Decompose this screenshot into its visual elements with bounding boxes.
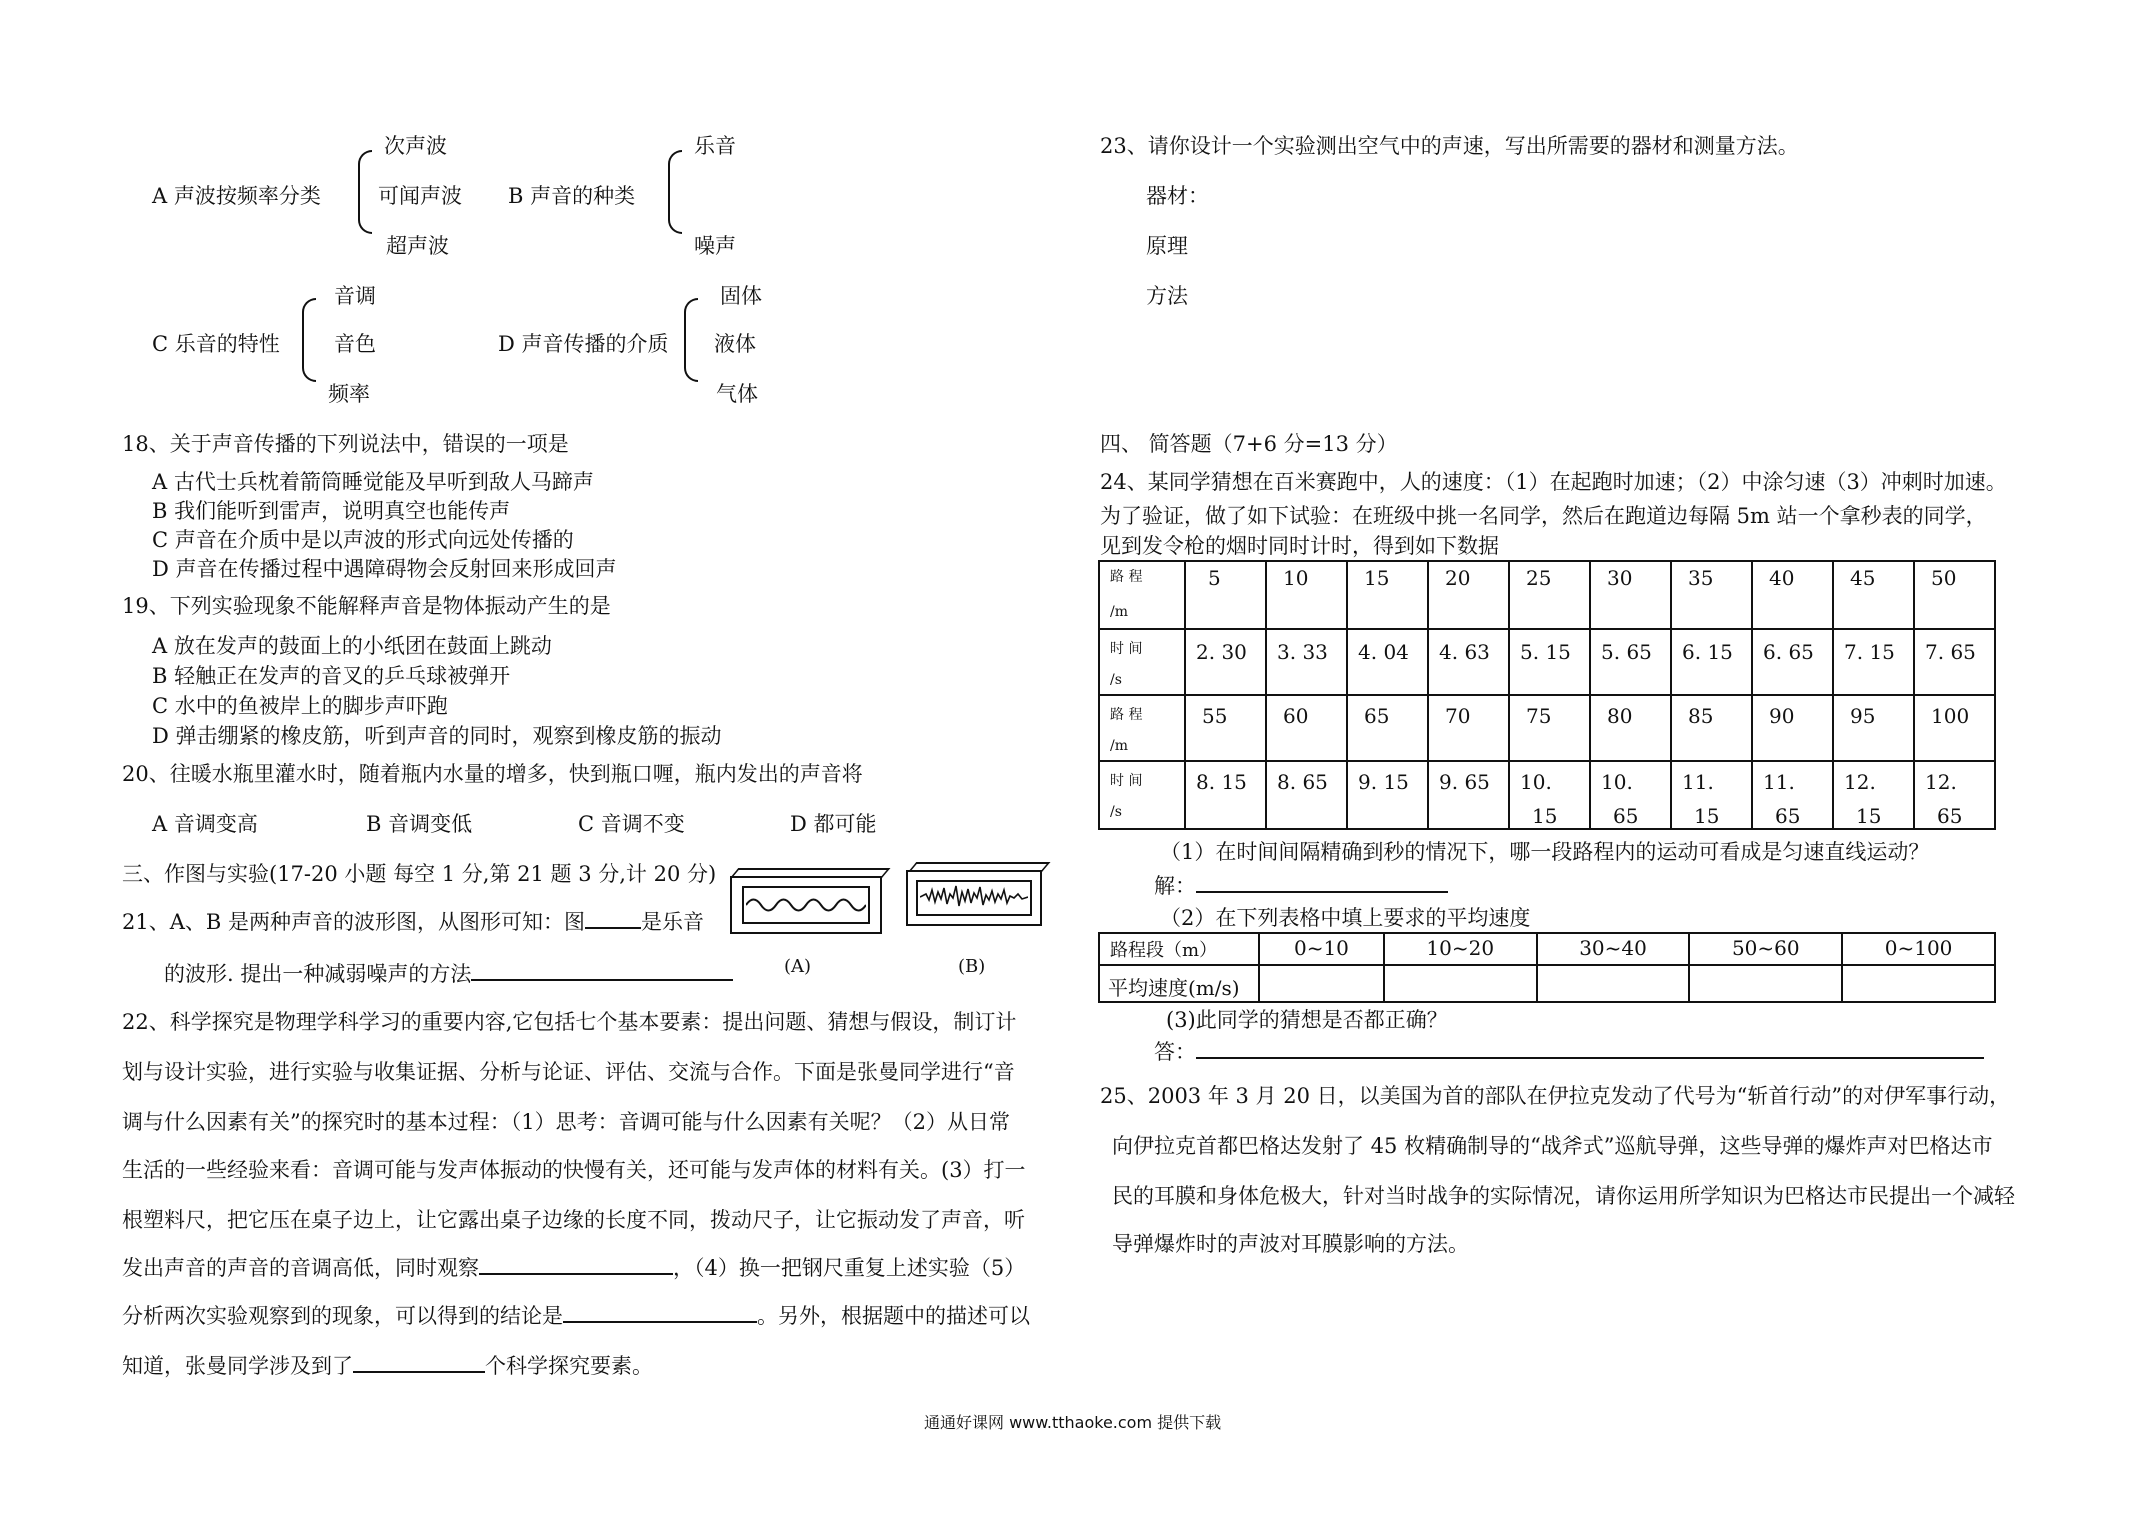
q17-b-item-1: 乐音 [694,134,736,158]
table-cell [1266,761,1347,829]
waveform-a-caption: (A) [784,956,812,977]
table-cell: 70 [1428,695,1509,761]
time-label-top: 时 间 [1110,773,1143,789]
time-label-bottom: /s [1110,672,1122,688]
q19-option-c: C 水中的鱼被岸上的脚步声吓跑 [152,694,448,718]
table-cell: 85 [1671,695,1752,761]
time-value-bottom [1439,794,1508,804]
average-speed-input[interactable] [1537,965,1690,1002]
q19-option-a: A 放在发声的鼓面上的小纸团在鼓面上跳动 [152,634,552,658]
q17-c-item-2: 音色 [334,332,376,356]
q17-a-label: A 声波按频率分类 [152,184,321,208]
average-speed-input[interactable] [1259,965,1384,1002]
q22-line-6 [122,1252,1025,1282]
table-cell [1347,761,1428,829]
time-value-top: 10. [1601,770,1633,794]
q21-line-1-tail: 是乐音 [641,910,704,934]
time-value-bottom: 65 [1937,804,1963,828]
q22-line-8-tail: 个科学探究要素。 [485,1354,653,1378]
table-cell [1185,761,1266,829]
q17-b-item-2: 噪声 [694,234,736,258]
q24-data-table [1098,560,1996,830]
time-value-bottom: 15 [1694,804,1720,828]
table-cell: 6. 65 [1752,629,1833,695]
q20-stem: 20、往暖水瓶里灌水时，随着瓶内水量的增多，快到瓶口喱，瓶内发出的声音将 [122,762,863,786]
q24-sub-answer-3 [1154,1036,1984,1066]
table-cell: 65 [1347,695,1428,761]
time-label-top: 时 间 [1110,641,1143,657]
table-cell: 6. 15 [1671,629,1752,695]
table-cell: 15 [1347,561,1428,629]
table-row-time-2 [1099,761,1995,829]
table-cell: 45 [1833,561,1914,629]
q21-blank-1[interactable] [585,927,641,929]
q18-stem: 18、关于声音传播的下列说法中，错误的一项是 [122,432,569,456]
q18-option-a: A 古代士兵枕着箭筒睡觉能及早听到敌人马蹄声 [152,470,594,494]
q20-option-d: D 都可能 [790,812,877,836]
q17-c-item-1: 音调 [334,284,376,308]
time-value-bottom: 65 [1613,804,1639,828]
q20-option-a: A 音调变高 [152,812,258,836]
table-cell: 100 [1914,695,1995,761]
q24-sub-answer-1-label: 解： [1154,874,1196,898]
segment-0-10: 0~10 [1259,933,1384,965]
q17-a-brace [358,150,372,234]
waveform-b-caption: (B) [958,956,986,977]
row-label-time-1 [1099,629,1185,695]
table-cell: 5 [1185,561,1266,629]
q19-option-b: B 轻触正在发声的音叉的乒乓球被弹开 [152,664,511,688]
waveform-b-wave [920,882,1028,912]
waveform-a-box [730,876,882,934]
segment-label: 路程段（m） [1099,933,1259,965]
q23-item-materials: 器材： [1146,184,1209,208]
time-value-top: 11. [1763,770,1795,794]
time-value-top: 8. 15 [1196,770,1247,794]
q19-option-d: D 弹击绷紧的橡皮筋，听到声音的同时，观察到橡皮筋的振动 [152,724,722,748]
q17-a-item-3: 超声波 [386,234,449,258]
table-cell: 50 [1914,561,1995,629]
q22-line-8-text: 知道，张曼同学涉及到了 [122,1354,353,1378]
time-label-bottom: /s [1110,804,1122,820]
table-cell: 90 [1752,695,1833,761]
q17-c-label: C 乐音的特性 [152,332,280,356]
q17-b-label: B 声音的种类 [508,184,636,208]
q22-blank-1[interactable] [479,1273,673,1275]
table-cell: 2. 30 [1185,629,1266,695]
table-cell: 3. 33 [1266,629,1347,695]
q17-b-brace [668,150,682,234]
average-speed-input[interactable] [1384,965,1537,1002]
q17-a-item-1: 次声波 [384,134,447,158]
time-value-top: 11. [1682,770,1714,794]
q25-line-2: 向伊拉克首都巴格达发射了 45 枚精确制导的“战斧式”巡航导弹，这些导弹的爆炸声对巴格达市 [1112,1134,1993,1158]
waveform-a-wave [746,890,866,920]
q22-line-7 [122,1300,1030,1330]
table-cell: 40 [1752,561,1833,629]
average-speed-value-row [1099,965,1995,1002]
q22-line-4: 生活的一些经验来看：音调可能与发声体振动的快慢有关，还可能与发声体的材料有关。(3）打一 [122,1158,1026,1182]
time-value-bottom [1277,794,1346,804]
q24-sub-answer-1 [1154,870,1448,900]
table-cell [1590,761,1671,829]
q23-stem: 23、请你设计一个实验测出空气中的声速，写出所需要的器材和测量方法。 [1100,134,1799,158]
table-cell [1914,761,1995,829]
q24-sub-answer-3-label: 答： [1154,1040,1196,1064]
time-value-bottom [1196,794,1265,804]
table-cell [1428,761,1509,829]
table-cell: 25 [1509,561,1590,629]
q17-a-item-2: 可闻声波 [378,184,462,208]
time-value-bottom [1358,794,1427,804]
q24-answer-blank-3[interactable] [1196,1057,1984,1059]
q17-d-item-1: 固体 [720,284,762,308]
waveform-b-top [908,862,1050,872]
waveform-b-box [906,870,1042,926]
q22-line-6-text: 发出声音的声音的音调高低，同时观察 [122,1256,479,1280]
table-cell: 35 [1671,561,1752,629]
q25-line-4: 导弹爆炸时的声波对耳膜影响的方法。 [1112,1232,1469,1256]
average-speed-label: 平均速度(m/s) [1099,965,1259,1002]
q18-option-d: D 声音在传播过程中遇障碍物会反射回来形成回声 [152,557,617,581]
q22-line-8 [122,1350,653,1380]
distance-label-top: 路 程 [1110,707,1143,723]
table-cell: 20 [1428,561,1509,629]
q17-d-item-3: 气体 [716,382,758,406]
time-value-top: 12. [1844,770,1876,794]
q22-line-7-tail: 。另外，根据题中的描述可以 [757,1304,1030,1328]
q17-d-label: D 声音传播的介质 [498,332,669,356]
table-cell: 4. 63 [1428,629,1509,695]
q21-line-2 [164,958,733,988]
time-value-top: 10. [1520,770,1552,794]
table-cell: 5. 65 [1590,629,1671,695]
table-cell [1671,761,1752,829]
table-cell: 95 [1833,695,1914,761]
q17-c-item-3: 频率 [328,382,370,406]
table-cell: 5. 15 [1509,629,1590,695]
table-cell [1833,761,1914,829]
q22-line-5: 根塑料尺，把它压在桌子边上，让它露出桌子边缘的长度不同，拨动尺子，让它振动发了声音，听 [122,1208,1025,1232]
table-cell: 10 [1266,561,1347,629]
table-row-time-1 [1099,629,1995,695]
q22-line-3: 调与什么因素有关”的探究时的基本过程：（1）思考：音调可能与什么因素有关呢？（2）从日常 [122,1110,1010,1134]
q17-d-brace [684,298,698,382]
q24-sub-question-3: (3)此同学的猜想是否都正确？ [1166,1008,1448,1032]
q24-sub-question-1: （1）在时间间隔精确到秒的情况下，哪一段路程内的运动可看成是匀速直线运动？ [1160,840,1930,864]
section-3-heading: 三、作图与实验(17-20 小题 每空 1 分,第 21 题 3 分,计 20 分) [122,862,717,886]
segment-50-60: 50~60 [1689,933,1842,965]
table-cell: 4. 04 [1347,629,1428,695]
average-speed-input[interactable] [1842,965,1995,1002]
q22-line-7-text: 分析两次实验观察到的现象，可以得到的结论是 [122,1304,563,1328]
table-cell [1752,761,1833,829]
q25-line-1: 25、2003 年 3 月 20 日，以美国为首的部队在伊拉克发动了代号为“斩首行动”的对伊军事行动， [1100,1084,2011,1108]
time-value-bottom: 65 [1775,804,1801,828]
segment-30-40: 30~40 [1537,933,1690,965]
q21-line-1-text: 21、A、B 是两种声音的波形图，从图形可知：图 [122,910,585,934]
q20-option-b: B 音调变低 [366,812,473,836]
q18-option-b: B 我们能听到雷声，说明真空也能传声 [152,499,511,523]
q23-item-principle: 原理 [1146,234,1188,258]
table-cell [1509,761,1590,829]
average-speed-header-row [1099,933,1995,965]
average-speed-table [1098,932,1996,1003]
q24-line-1: 24、某同学猜想在百米赛跑中，人的速度：（1）在起跑时加速；（2）中涂匀速（3）冲刺时加速。 [1100,470,2007,494]
q22-line-2: 划与设计实验，进行实验与收集证据、分析与论证、评估、交流与合作。下面是张曼同学进行“音 [122,1060,1015,1084]
distance-label-bottom: /m [1110,604,1128,620]
distance-label-bottom: /m [1110,738,1128,754]
q25-line-3: 民的耳膜和身体危极大，针对当时战争的实际情况，请你运用所学知识为巴格达市民提出一个减轻 [1112,1184,2015,1208]
footer-credit: 通通好课网 www.tthaoke.com 提供下载 [924,1413,1222,1432]
table-cell: 30 [1590,561,1671,629]
table-row-distance-2 [1099,695,1995,761]
table-cell: 60 [1266,695,1347,761]
table-cell: 7. 15 [1833,629,1914,695]
table-row-distance-1 [1099,561,1995,629]
row-label-distance-1 [1099,561,1185,629]
time-value-bottom: 15 [1856,804,1882,828]
waveform-a-top [730,868,890,878]
table-cell: 7. 65 [1914,629,1995,695]
q20-option-c: C 音调不变 [578,812,685,836]
q22-blank-3[interactable] [353,1371,485,1373]
table-cell: 55 [1185,695,1266,761]
time-value-bottom: 15 [1532,804,1558,828]
q24-answer-blank-1[interactable] [1196,891,1448,893]
time-value-top: 8. 65 [1277,770,1328,794]
q19-stem: 19、下列实验现象不能解释声音是物体振动产生的是 [122,594,611,618]
q24-line-2: 为了验证，做了如下试验：在班级中挑一名同学，然后在跑道边每隔 5m 站一个拿秒表的同学， [1100,504,1987,528]
section-4-heading: 四、 简答题（7+6 分=13 分） [1100,432,1398,456]
q21-line-2-text: 的波形. 提出一种减弱噪声的方法 [164,962,472,986]
segment-0-100: 0~100 [1842,933,1995,965]
q17-d-item-2: 液体 [714,332,756,356]
row-label-distance-2 [1099,695,1185,761]
q24-sub-question-2: （2）在下列表格中填上要求的平均速度 [1160,906,1531,930]
q24-line-3: 见到发令枪的烟时同时计时，得到如下数据 [1100,534,1499,558]
row-label-time-2 [1099,761,1185,829]
table-cell: 80 [1590,695,1671,761]
time-value-top: 9. 65 [1439,770,1490,794]
distance-label-top: 路 程 [1110,569,1143,585]
time-value-top: 12. [1925,770,1957,794]
q21-blank-2[interactable] [471,979,733,981]
q21-line-1 [122,906,704,936]
q22-line-1: 22、科学探究是物理学科学习的重要内容,它包括七个基本要素：提出问题、猜想与假设，制订计 [122,1010,1017,1034]
time-value-top: 9. 15 [1358,770,1409,794]
average-speed-input[interactable] [1689,965,1842,1002]
segment-10-20: 10~20 [1384,933,1537,965]
q17-c-brace [302,298,316,382]
q22-line-6-tail: ，（4）换一把钢尺重复上述实验（5） [673,1256,1026,1280]
q23-item-method: 方法 [1146,284,1188,308]
q22-blank-2[interactable] [563,1321,757,1323]
q18-option-c: C 声音在介质中是以声波的形式向远处传播的 [152,528,574,552]
table-cell: 75 [1509,695,1590,761]
